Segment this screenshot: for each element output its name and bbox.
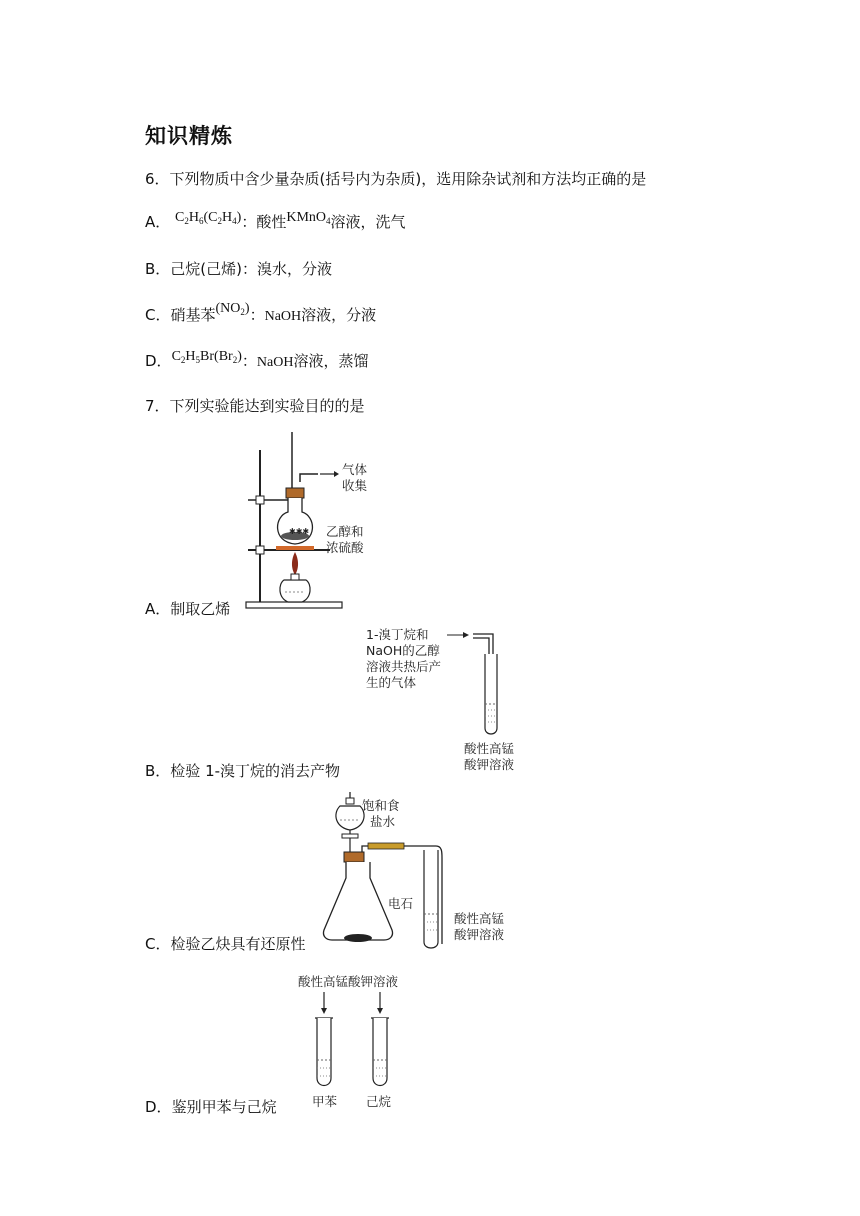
figure-b-label-gas: 1-溴丁烷和 NaOH的乙醇 溶液共热后产 生的气体 <box>366 627 442 690</box>
question-6-option-a <box>145 212 406 237</box>
figure-a-label-gas: 气体 收集 <box>342 462 368 493</box>
option-letter: B． <box>145 762 171 780</box>
option-letter: D． <box>145 352 172 370</box>
question-6-option-b <box>145 259 332 279</box>
option-letter: D． <box>145 1098 172 1116</box>
figure-d-test-tubes <box>300 990 410 1090</box>
figure-a-ethylene-apparatus <box>240 430 390 612</box>
option-letter: A． <box>145 600 171 618</box>
option-a-tail: ：酸性 <box>241 213 287 231</box>
figure-c-label-top: 饱和食 盐水 <box>362 798 400 829</box>
formula-c2h6-c2h4: $C_2H_6(C_2H_4)$ <box>175 210 242 226</box>
figure-b-test-tube <box>445 628 505 740</box>
question-7-option-d <box>145 1097 277 1117</box>
question-6-stem: 6．下列物质中含少量杂质(括号内为杂质)，选用除杂试剂和方法均正确的是 <box>145 170 647 188</box>
option-b-text: 己烷(己烯)：溴水，分液 <box>170 260 333 278</box>
figure-d-label-right: 己烷 <box>366 1094 392 1109</box>
option-letter: C． <box>145 306 171 324</box>
formula-naoh: NaOH <box>256 355 294 370</box>
option-b-text: 检验 1-溴丁烷的消去产物 <box>170 762 341 780</box>
option-a-rest: 溶液，洗气 <box>330 213 406 231</box>
option-d-rest: 溶液，蒸馏 <box>293 352 369 370</box>
colon: ： <box>241 352 257 370</box>
question-7-stem: 7．下列实验能达到实验目的的是 <box>145 397 365 415</box>
formula-c2h5br-br2: $C_2H_5Br(Br_2)$ <box>171 349 242 365</box>
figure-d-label-top: 酸性高锰酸钾溶液 <box>298 974 399 989</box>
option-d-text: 鉴别甲苯与己烷 <box>171 1098 277 1116</box>
option-c-pre: 硝基苯 <box>170 306 216 324</box>
question-7-option-b <box>145 761 340 781</box>
colon: ： <box>249 306 265 324</box>
option-letter: B． <box>145 260 171 278</box>
formula-naoh: NaOH <box>264 309 302 324</box>
figure-b-label-solution: 酸性高锰 酸钾溶液 <box>464 741 515 772</box>
option-letter: C． <box>145 935 171 953</box>
option-c-text: 检验乙炔具有还原性 <box>170 935 306 953</box>
figure-a-label-reagent: 乙醇和 浓硫酸 <box>326 524 364 555</box>
question-7-option-c <box>145 934 306 954</box>
formula-no2: $(NO_2)$ <box>215 301 250 317</box>
option-letter: A． <box>145 213 171 231</box>
figure-c-label-solution: 酸性高锰 酸钾溶液 <box>454 911 505 942</box>
question-7-option-a <box>145 599 230 619</box>
figure-d-label-left: 甲苯 <box>312 1094 338 1109</box>
svg-text:✱✱✱: ✱✱✱ <box>289 527 310 536</box>
question-6-option-c <box>145 301 377 330</box>
formula-kmno4: KMnO$_4$ <box>286 210 331 226</box>
option-a-text: 制取乙烯 <box>170 600 231 618</box>
option-c-rest: 溶液，分液 <box>301 306 377 324</box>
question-6-option-d <box>145 351 368 376</box>
figure-c-label-solid: 电石 <box>388 896 414 911</box>
section-title: 知识精炼 <box>145 124 233 148</box>
